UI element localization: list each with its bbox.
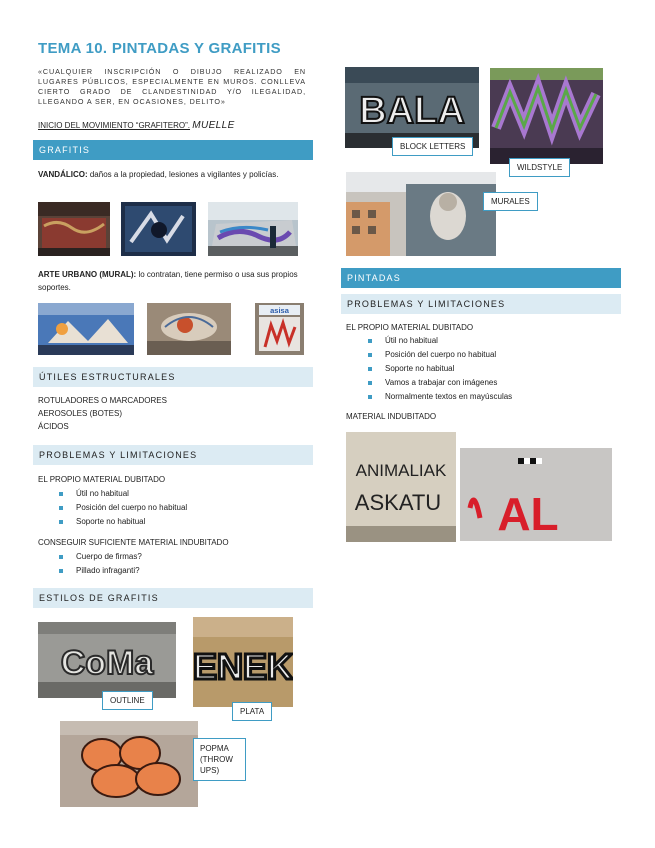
mural-photo-sign — [255, 303, 304, 355]
list-item: Normalmente textos en mayúsculas — [368, 390, 512, 404]
movement-name: MUELLE — [192, 120, 235, 131]
section-utiles: ÚTILES ESTRUCTURALES — [33, 367, 313, 387]
list-item: Posición del cuerpo no habitual — [59, 501, 187, 515]
list-item: Soporte no habitual — [368, 362, 512, 376]
arte-urbano-term: ARTE URBANO (MURAL): — [38, 270, 137, 279]
label-wildstyle: WILDSTYLE — [509, 158, 570, 177]
sign-text: asisa — [270, 306, 289, 315]
indubitado-title-left: CONSEGUIR SUFICIENTE MATERIAL INDUBITADO — [38, 538, 229, 547]
movement-label: INICIO DEL MOVIMIENTO “GRAFITERO”. — [38, 121, 191, 130]
vandalism-photo-train — [208, 202, 298, 256]
mural-photo-1 — [38, 303, 134, 355]
outline-photo — [38, 622, 176, 698]
label-murales: MURALES — [483, 192, 538, 211]
mural-photo-2 — [147, 303, 231, 355]
vandalism-photo-1 — [38, 202, 110, 256]
popma-photo — [60, 721, 198, 807]
indubitado-list-left — [59, 550, 142, 578]
list-item: Útil no habitual — [59, 487, 187, 501]
plata-graffiti-text: ENEK — [193, 646, 293, 687]
red-paint-photo — [460, 448, 612, 541]
plata-photo — [193, 617, 293, 707]
page-title: TEMA 10. PINTADAS Y GRAFITIS — [38, 40, 281, 57]
outline-graffiti-text: CoMa — [60, 644, 154, 682]
indubitado-title-right: MATERIAL INDUBITADO — [346, 412, 437, 421]
label-plata: PLATA — [232, 702, 272, 721]
block-graffiti-text: BALA — [359, 90, 465, 132]
vandalism-photo-2 — [121, 202, 196, 256]
wildstyle-photo — [490, 68, 603, 164]
dubitado-list-left — [59, 487, 187, 529]
animaliak-text-2: ASKATU — [354, 490, 442, 515]
section-grafitis: GRAFITIS — [33, 140, 313, 160]
dubitado-title-right: EL PROPIO MATERIAL DUBITADO — [346, 323, 474, 332]
red-paint-text: AL — [497, 488, 559, 540]
utiles-item-1: ROTULADORES O MARCADORES — [38, 396, 167, 405]
list-item: Vamos a trabajar con imágenes — [368, 376, 512, 390]
list-item: Cuerpo de firmas? — [59, 550, 142, 564]
label-outline: OUTLINE — [102, 691, 153, 710]
block-letters-photo — [345, 67, 479, 148]
movement-line — [38, 120, 235, 131]
animaliak-text-1: ANIMALIAK — [355, 461, 447, 480]
list-item: Útil no habitual — [368, 334, 512, 348]
vandalico-text: daños a la propiedad, lesiones a vigilantes y policías. — [89, 170, 279, 179]
animaliak-photo — [346, 432, 456, 542]
list-item: Soporte no habitual — [59, 515, 187, 529]
section-problemas-left: PROBLEMAS Y LIMITACIONES — [33, 445, 313, 465]
section-pintadas: PINTADAS — [341, 268, 621, 288]
arte-urbano-text: lo contratan, tiene permiso o usa sus propios soportes. — [38, 270, 298, 292]
vandalico-paragraph — [38, 168, 310, 181]
vandalico-term: VANDÁLICO: — [38, 170, 88, 179]
utiles-item-2: AEROSOLES (BOTES) — [38, 409, 123, 418]
label-block-letters: BLOCK LETTERS — [392, 137, 473, 156]
murales-photo — [346, 172, 496, 256]
arte-urbano-paragraph — [38, 268, 310, 294]
dubitado-title-left: EL PROPIO MATERIAL DUBITADO — [38, 475, 166, 484]
list-item: Pillado infraganti? — [59, 564, 142, 578]
definition-quote: «CUALQUIER INSCRIPCIÓN O DIBUJO REALIZADO EN LUGARES PÚBLICOS, ESPECIALMENTE EN MUROS. CONLLEVA CIERTO GRADO DE CLANDESTINIDAD Y/O ILEGALIDAD, LLEGANDO A SER, EN OCASIONES, DELITO» — [38, 67, 306, 106]
label-popma: POPMA (THROW UPS) — [193, 738, 246, 781]
utiles-item-3: ÁCIDOS — [38, 422, 69, 431]
dubitado-list-right — [368, 334, 512, 404]
list-item: Posición del cuerpo no habitual — [368, 348, 512, 362]
section-estilos: ESTILOS DE GRAFITIS — [33, 588, 313, 608]
section-problemas-right: PROBLEMAS Y LIMITACIONES — [341, 294, 621, 314]
